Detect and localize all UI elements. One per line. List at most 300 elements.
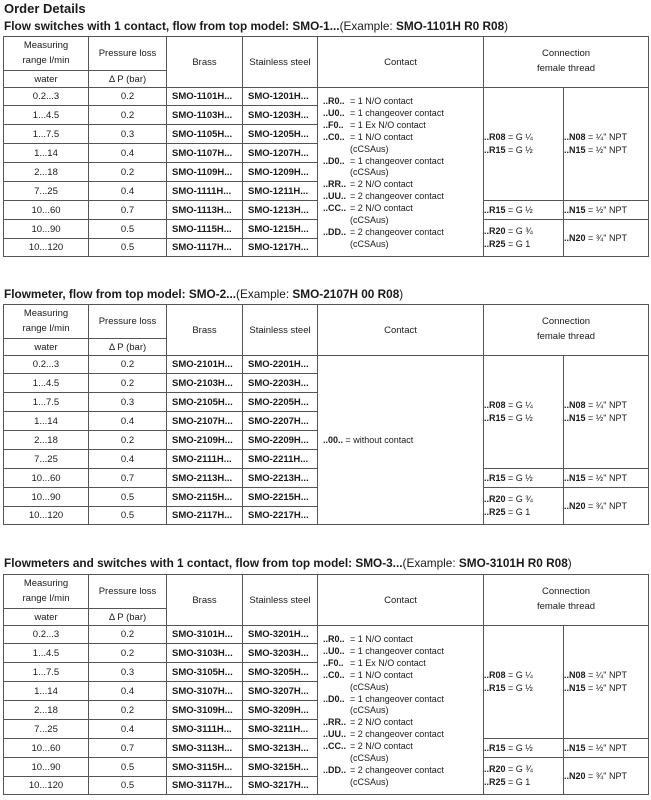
connection-option	[564, 742, 648, 755]
contact-desc: = 2 changeover contact	[350, 764, 444, 775]
pressure-cell: 0.3	[89, 663, 167, 682]
stainless-model-cell: SMO-2213H...	[243, 469, 318, 488]
connection-option	[484, 131, 563, 144]
connection-cell-left	[484, 626, 564, 739]
brass-model-cell: SMO-2109H...	[167, 431, 243, 450]
range-cell: 10...90	[4, 488, 89, 507]
header-pressure-unit: Δ P (bar)	[89, 71, 167, 88]
range-cell: 1...4.5	[4, 644, 89, 663]
connection-desc: = G ¼	[505, 132, 533, 142]
table-row	[4, 626, 649, 644]
contact-desc: = 2 N/O contact	[350, 179, 413, 190]
stainless-model-cell: SMO-2205H...	[243, 393, 318, 412]
header-contact: Contact	[318, 575, 484, 626]
connection-code: ..N15	[564, 145, 586, 155]
section-heading-example-code: SMO-2107H 00 R08	[292, 287, 400, 301]
connection-option	[564, 669, 648, 682]
connection-option	[564, 144, 648, 157]
connection-code: ..R15	[484, 472, 506, 483]
connection-desc: = G 1	[505, 239, 531, 249]
contact-line	[323, 167, 483, 179]
contact-code: ..UU..	[323, 191, 347, 202]
range-cell: 1...7.5	[4, 393, 89, 412]
connection-option	[484, 144, 563, 157]
connection-option	[564, 500, 648, 513]
header-connection-line1: Connection	[541, 586, 591, 597]
stainless-model-cell: SMO-1217H...	[243, 239, 318, 257]
connection-cell-right	[564, 469, 649, 488]
header-stainless: Stainless steel	[243, 305, 318, 356]
connection-code: ..R15	[484, 204, 506, 215]
contact-desc: = 1 Ex N/O contact	[350, 657, 426, 668]
pressure-cell: 0.3	[89, 393, 167, 412]
pressure-cell: 0.7	[89, 469, 167, 488]
range-cell: 7...25	[4, 720, 89, 739]
header-pressure: Pressure loss	[89, 37, 167, 71]
connection-cell-left	[484, 220, 564, 257]
connection-code: ..R25	[484, 777, 506, 787]
connection-cell-left	[484, 739, 564, 758]
contact-desc: (cCSAus)	[350, 705, 389, 716]
contact-line	[323, 144, 483, 156]
range-cell: 2...18	[4, 431, 89, 450]
pressure-cell: 0.4	[89, 720, 167, 739]
connection-desc: = ½" NPT	[585, 742, 627, 753]
order-table	[3, 304, 649, 525]
section-heading-example-label: (Example:	[236, 287, 293, 301]
stainless-model-cell: SMO-3207H...	[243, 682, 318, 701]
order-table	[3, 36, 649, 257]
range-cell: 10...60	[4, 201, 89, 220]
connection-option	[484, 776, 563, 789]
stainless-model-cell: SMO-1211H...	[243, 182, 318, 201]
contact-code: ..DD..	[323, 764, 347, 775]
pressure-cell: 0.5	[89, 507, 167, 525]
connection-cell-right	[564, 758, 649, 795]
stainless-model-cell: SMO-1201H...	[243, 88, 318, 106]
contact-line	[323, 658, 483, 670]
contact-desc: = 1 N/O contact	[350, 634, 413, 644]
contact-desc: = 2 N/O contact	[350, 717, 413, 728]
header-connection-line2: female thread	[536, 63, 596, 74]
stainless-model-cell: SMO-1213H...	[243, 201, 318, 220]
range-cell: 1...14	[4, 144, 89, 163]
brass-model-cell: SMO-2103H...	[167, 374, 243, 393]
brass-model-cell: SMO-3111H...	[167, 720, 243, 739]
stainless-model-cell: SMO-3209H...	[243, 701, 318, 720]
stainless-model-cell: SMO-2217H...	[243, 507, 318, 525]
connection-cell-left	[484, 488, 564, 525]
stainless-model-cell: SMO-1215H...	[243, 220, 318, 239]
contact-desc: = 2 changeover contact	[350, 729, 444, 740]
stainless-model-cell: SMO-1205H...	[243, 125, 318, 144]
header-range-line1: Measuring	[23, 307, 69, 319]
header-connection-line1: Connection	[541, 48, 591, 59]
contact-code: ..C0..	[323, 131, 345, 142]
pressure-cell: 0.2	[89, 106, 167, 125]
connection-option	[484, 682, 563, 695]
brass-model-cell: SMO-2107H...	[167, 412, 243, 431]
contact-line	[323, 239, 483, 251]
section-heading-title: Flow switches with 1 contact, flow from top model: SMO-1...	[4, 19, 340, 33]
contact-desc: = 1 N/O contact	[350, 669, 413, 680]
contact-line	[323, 156, 483, 168]
section-heading-example-close: )	[504, 19, 509, 33]
contact-line	[323, 227, 483, 239]
stainless-model-cell: SMO-2211H...	[243, 450, 318, 469]
range-cell: 10...60	[4, 739, 89, 758]
connection-option	[484, 506, 563, 519]
contact-line	[323, 753, 483, 765]
stainless-model-cell: SMO-1203H...	[243, 106, 318, 125]
pressure-cell: 0.5	[89, 488, 167, 507]
connection-code: ..R15	[484, 683, 506, 693]
brass-model-cell: SMO-2115H...	[167, 488, 243, 507]
contact-desc: (cCSAus)	[350, 167, 389, 178]
contact-code: ..D0..	[323, 155, 345, 166]
connection-cell-right	[564, 201, 649, 220]
header-brass: Brass	[167, 37, 243, 88]
contact-line	[323, 191, 483, 203]
stainless-model-cell: SMO-2207H...	[243, 412, 318, 431]
range-cell: 1...4.5	[4, 374, 89, 393]
range-cell: 10...90	[4, 220, 89, 239]
contact-code: ..R0..	[323, 96, 345, 106]
connection-desc: = ½" NPT	[585, 145, 627, 155]
connection-cell-right	[564, 220, 649, 257]
header-connection-line1: Connection	[541, 316, 591, 327]
connection-cell-left	[484, 201, 564, 220]
contact-line	[323, 132, 483, 144]
connection-option	[564, 412, 648, 425]
stainless-model-cell: SMO-1207H...	[243, 144, 318, 163]
connection-desc: = ¼" NPT	[585, 670, 627, 680]
header-connection-line2: female thread	[536, 601, 596, 612]
section-heading	[4, 556, 572, 570]
pressure-cell: 0.4	[89, 682, 167, 701]
pressure-cell: 0.5	[89, 220, 167, 239]
range-cell: 10...120	[4, 777, 89, 795]
section-heading-example-code: SMO-3101H R0 R08	[458, 556, 568, 570]
pressure-cell: 0.2	[89, 88, 167, 106]
header-connection-line2: female thread	[536, 331, 596, 342]
header-range	[4, 575, 89, 609]
connection-desc: = ¾" NPT	[585, 500, 627, 511]
connection-option	[564, 399, 648, 412]
page-title: Order Details	[4, 1, 86, 16]
order-table	[3, 574, 649, 795]
pressure-cell: 0.2	[89, 626, 167, 644]
connection-code: ..N20	[564, 500, 586, 511]
connection-option	[564, 682, 648, 695]
brass-model-cell: SMO-1103H...	[167, 106, 243, 125]
connection-code: ..R20	[484, 226, 506, 236]
range-cell: 2...18	[4, 163, 89, 182]
pressure-cell: 0.5	[89, 777, 167, 795]
header-connection	[484, 575, 649, 626]
header-row	[4, 37, 649, 71]
connection-code: ..R20	[484, 494, 506, 504]
connection-code: ..R25	[484, 507, 506, 517]
connection-code: ..R08	[484, 132, 506, 142]
brass-model-cell: SMO-2113H...	[167, 469, 243, 488]
connection-cell-left	[484, 356, 564, 469]
range-cell: 1...4.5	[4, 106, 89, 125]
range-cell: 0.2...3	[4, 626, 89, 644]
header-range-unit: water	[4, 609, 89, 626]
contact-code: ..C0..	[323, 669, 345, 680]
contact-desc: = 1 N/O contact	[350, 96, 413, 106]
stainless-model-cell: SMO-1209H...	[243, 163, 318, 182]
table-row	[4, 88, 649, 106]
range-cell: 1...14	[4, 682, 89, 701]
stainless-model-cell: SMO-3215H...	[243, 758, 318, 777]
brass-model-cell: SMO-3117H...	[167, 777, 243, 795]
header-range-line2: range l/min	[22, 592, 70, 604]
pressure-cell: 0.2	[89, 374, 167, 393]
header-pressure-unit: Δ P (bar)	[89, 339, 167, 356]
section-heading-example-label: (Example:	[339, 19, 396, 33]
pressure-cell: 0.3	[89, 125, 167, 144]
connection-option	[564, 770, 648, 783]
stainless-model-cell: SMO-3201H...	[243, 626, 318, 644]
contact-desc: = 2 changeover contact	[350, 226, 444, 237]
contact-desc: = 2 changeover contact	[350, 191, 444, 202]
contact-list	[318, 626, 483, 789]
header-range	[4, 305, 89, 339]
connection-desc: = G 1	[505, 507, 531, 517]
connection-desc: = G ½	[505, 683, 533, 693]
connection-desc: = ½" NPT	[585, 683, 627, 693]
header-range-line2: range l/min	[22, 322, 70, 334]
brass-model-cell: SMO-1113H...	[167, 201, 243, 220]
brass-model-cell: SMO-3107H...	[167, 682, 243, 701]
contact-desc: = 1 changeover contact	[350, 645, 444, 656]
connection-option	[564, 232, 648, 245]
contact-desc: (cCSAus)	[350, 681, 389, 692]
connection-desc: = G ¼	[505, 400, 533, 410]
header-brass: Brass	[167, 305, 243, 356]
connection-option	[564, 131, 648, 144]
brass-model-cell: SMO-2117H...	[167, 507, 243, 525]
connection-code: ..N15	[564, 683, 586, 693]
header-brass: Brass	[167, 575, 243, 626]
brass-model-cell: SMO-2111H...	[167, 450, 243, 469]
brass-model-cell: SMO-3109H...	[167, 701, 243, 720]
header-pressure: Pressure loss	[89, 575, 167, 609]
contact-line	[323, 741, 483, 753]
connection-option	[484, 204, 563, 217]
contact-code: ..CC..	[323, 741, 347, 752]
section-heading-title: Flowmeters and switches with 1 contact, flow from top model: SMO-3...	[4, 556, 403, 570]
contact-code: ..U0..	[323, 107, 345, 118]
header-range-unit: water	[4, 71, 89, 88]
connection-option	[484, 742, 563, 755]
connection-cell-right	[564, 356, 649, 469]
range-cell: 7...25	[4, 182, 89, 201]
contact-line	[323, 717, 483, 729]
pressure-cell: 0.2	[89, 431, 167, 450]
header-row	[4, 305, 649, 339]
header-range-line1: Measuring	[23, 577, 69, 589]
contact-desc: (cCSAus)	[350, 753, 389, 764]
stainless-model-cell: SMO-3213H...	[243, 739, 318, 758]
contact-line	[323, 777, 483, 789]
contact-code: ..F0..	[323, 657, 344, 668]
section-heading-example-close: )	[399, 287, 404, 301]
connection-option	[484, 493, 563, 506]
header-stainless: Stainless steel	[243, 575, 318, 626]
brass-model-cell: SMO-3115H...	[167, 758, 243, 777]
connection-option	[484, 763, 563, 776]
connection-desc: = ¾" NPT	[585, 232, 627, 243]
connection-desc: = G ¾	[505, 494, 533, 504]
contact-desc: = 1 changeover contact	[350, 155, 444, 166]
contact-code: ..D0..	[323, 693, 345, 704]
header-range-unit: water	[4, 339, 89, 356]
pressure-cell: 0.2	[89, 701, 167, 720]
connection-code: ..N15	[564, 204, 586, 215]
brass-model-cell: SMO-1109H...	[167, 163, 243, 182]
connection-cell-right	[564, 488, 649, 525]
contact-line	[323, 646, 483, 658]
header-contact: Contact	[318, 37, 484, 88]
connection-code: ..N08	[564, 670, 586, 680]
brass-model-cell: SMO-3105H...	[167, 663, 243, 682]
connection-cell-left	[484, 758, 564, 795]
contact-code: ..RR..	[323, 717, 347, 728]
brass-model-cell: SMO-3103H...	[167, 644, 243, 663]
section-heading	[4, 19, 508, 33]
connection-desc: = G ½	[505, 145, 533, 155]
range-cell: 1...14	[4, 412, 89, 431]
connection-cell-left	[484, 469, 564, 488]
header-pressure: Pressure loss	[89, 305, 167, 339]
stainless-model-cell: SMO-2203H...	[243, 374, 318, 393]
pressure-cell: 0.5	[89, 758, 167, 777]
brass-model-cell: SMO-1105H...	[167, 125, 243, 144]
stainless-model-cell: SMO-2215H...	[243, 488, 318, 507]
connection-code: ..N20	[564, 232, 586, 243]
brass-model-cell: SMO-1101H...	[167, 88, 243, 106]
brass-model-cell: SMO-1117H...	[167, 239, 243, 257]
connection-code: ..R08	[484, 400, 506, 410]
connection-code: ..N08	[564, 132, 586, 142]
header-pressure-unit: Δ P (bar)	[89, 609, 167, 626]
connection-code: ..N20	[564, 770, 586, 781]
connection-cell-right	[564, 88, 649, 201]
contact-line	[323, 634, 483, 646]
connection-code: ..R20	[484, 764, 506, 774]
pressure-cell: 0.2	[89, 356, 167, 374]
section-heading-example-label: (Example:	[402, 556, 459, 570]
contact-line	[323, 705, 483, 717]
contact-desc: = 1 changeover contact	[350, 107, 444, 118]
range-cell: 7...25	[4, 450, 89, 469]
stainless-model-cell: SMO-3203H...	[243, 644, 318, 663]
stainless-model-cell: SMO-2209H...	[243, 431, 318, 450]
contact-code: ..F0..	[323, 119, 344, 130]
stainless-model-cell: SMO-2201H...	[243, 356, 318, 374]
connection-code: ..N08	[564, 400, 586, 410]
header-row	[4, 575, 649, 609]
contact-code: ..UU..	[323, 729, 347, 740]
connection-desc: = ½" NPT	[585, 413, 627, 423]
contact-line	[323, 682, 483, 694]
connection-option	[484, 412, 563, 425]
contact-line	[323, 729, 483, 741]
connection-desc: = G ½	[505, 204, 533, 215]
contact-line	[323, 203, 483, 215]
contact-code: ..R0..	[323, 634, 345, 644]
contact-line	[323, 120, 483, 132]
contact-line	[323, 670, 483, 682]
connection-option	[484, 472, 563, 485]
contact-code: ..RR..	[323, 179, 347, 190]
connection-option	[484, 225, 563, 238]
pressure-cell: 0.7	[89, 201, 167, 220]
header-range-line1: Measuring	[23, 39, 69, 51]
contact-desc: (cCSAus)	[350, 143, 389, 154]
header-contact: Contact	[318, 305, 484, 356]
header-range-line2: range l/min	[22, 54, 70, 66]
connection-code: ..R15	[484, 145, 506, 155]
connection-desc: = ¾" NPT	[585, 770, 627, 781]
brass-model-cell: SMO-2101H...	[167, 356, 243, 374]
connection-cell-right	[564, 739, 649, 758]
connection-code: ..N15	[564, 472, 586, 483]
contact-cell	[318, 88, 484, 257]
pressure-cell: 0.4	[89, 182, 167, 201]
contact-desc: = without contact	[343, 435, 414, 445]
contact-line	[323, 108, 483, 120]
range-cell: 1...7.5	[4, 125, 89, 144]
section-heading-example-close: )	[567, 556, 572, 570]
range-cell: 0.2...3	[4, 356, 89, 374]
stainless-model-cell: SMO-3217H...	[243, 777, 318, 795]
connection-option	[564, 472, 648, 485]
brass-model-cell: SMO-1107H...	[167, 144, 243, 163]
contact-desc: = 1 N/O contact	[350, 131, 413, 142]
contact-desc: (cCSAus)	[350, 238, 389, 249]
contact-code: ..U0..	[323, 645, 345, 656]
range-cell: 1...7.5	[4, 663, 89, 682]
contact-line	[323, 179, 483, 191]
contact-line	[318, 435, 483, 445]
brass-model-cell: SMO-3113H...	[167, 739, 243, 758]
connection-desc: = G ¼	[505, 670, 533, 680]
brass-model-cell: SMO-3101H...	[167, 626, 243, 644]
header-range	[4, 37, 89, 71]
range-cell: 10...120	[4, 507, 89, 525]
brass-model-cell: SMO-1111H...	[167, 182, 243, 201]
range-cell: 10...60	[4, 469, 89, 488]
pressure-cell: 0.7	[89, 739, 167, 758]
contact-code: ..CC..	[323, 203, 347, 214]
connection-code: ..N15	[564, 413, 586, 423]
connection-cell-left	[484, 88, 564, 201]
contact-line	[323, 765, 483, 777]
contact-desc: (cCSAus)	[350, 776, 389, 787]
section-heading-title: Flowmeter, flow from top model: SMO-2...	[4, 287, 237, 301]
header-connection	[484, 305, 649, 356]
contact-line	[323, 694, 483, 706]
brass-model-cell: SMO-1115H...	[167, 220, 243, 239]
pressure-cell: 0.4	[89, 450, 167, 469]
contact-desc: = 1 Ex N/O contact	[350, 119, 426, 130]
pressure-cell: 0.5	[89, 239, 167, 257]
contact-desc: = 2 N/O contact	[350, 741, 413, 752]
